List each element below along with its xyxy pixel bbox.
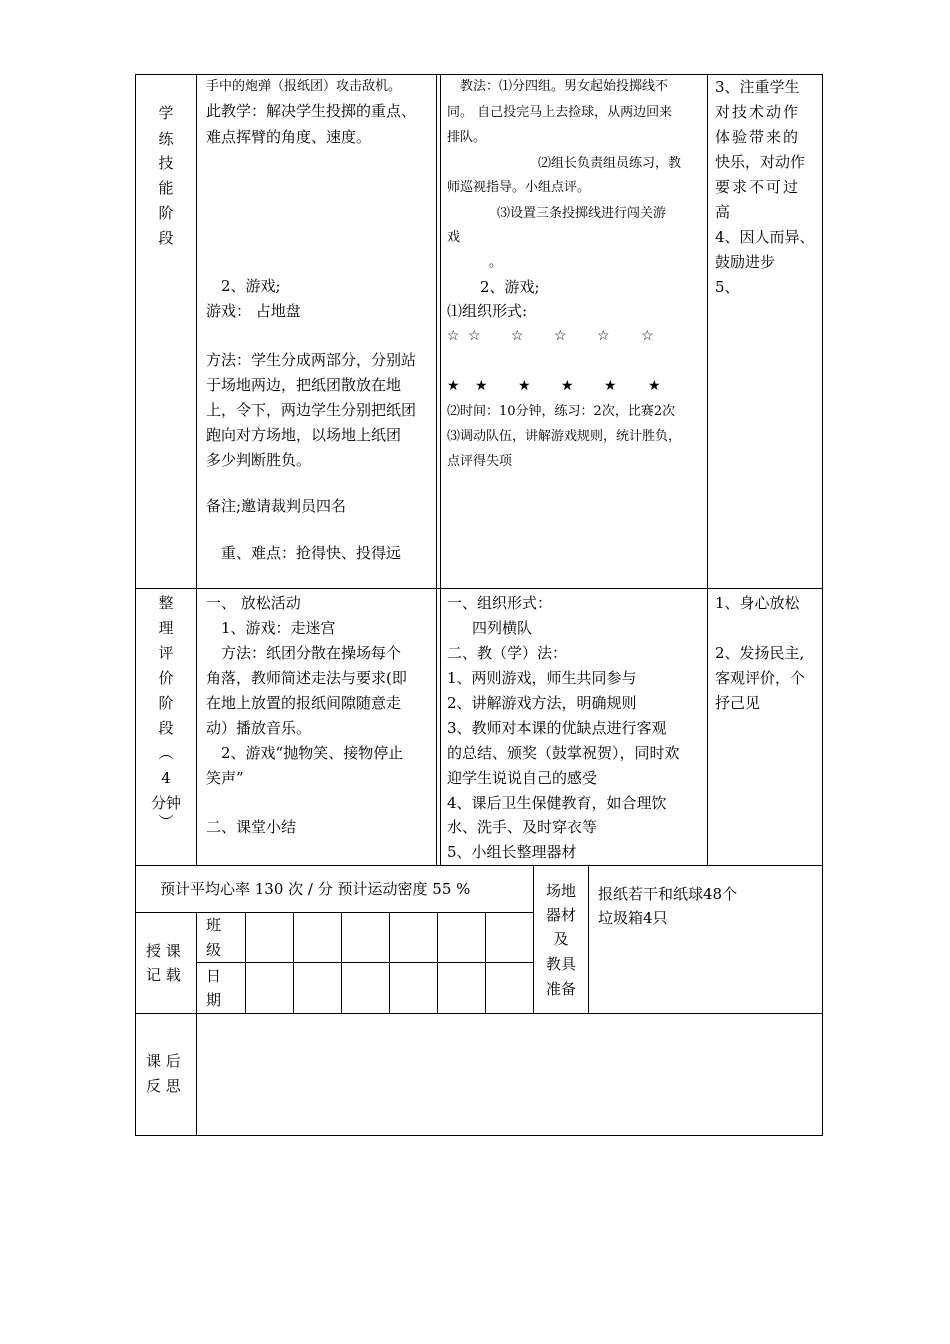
- stage2-char: 价: [158, 669, 174, 687]
- date-label-char: 日: [206, 967, 222, 985]
- method-line: 一、组织形式：: [447, 594, 553, 612]
- requirement-line: 客观评价，个: [715, 669, 806, 687]
- stage2-char: 段: [158, 719, 174, 737]
- method-line: 2、讲解游戏方法，明确规则: [447, 694, 637, 712]
- requirement-line: 2、发扬民主,: [715, 644, 805, 662]
- content-line: 于场地两边，把纸团散放在地: [206, 376, 402, 394]
- method-line: ⑵时间：10分钟，练习：2次，比赛2次: [447, 404, 676, 419]
- equipment-line: 报纸若干和纸球48个: [598, 885, 738, 903]
- content-line: 动）播放音乐。: [206, 719, 312, 737]
- filled-star-icon: ★: [648, 378, 661, 394]
- hollow-star-icon: ☆: [554, 328, 567, 344]
- stage1-char: 段: [158, 229, 174, 247]
- content-line: 在地上放置的报纸间隙随意走: [206, 694, 402, 712]
- method-line: 四列横队: [472, 619, 533, 637]
- record-label-line: 授 课: [146, 942, 181, 960]
- equipment-line: 垃圾箱4只: [598, 909, 668, 927]
- content-line: 2、游戏;: [221, 277, 281, 295]
- hollow-star-icon: ☆: [511, 328, 524, 344]
- stage2-char: 整: [158, 594, 174, 612]
- method-line: 排队。: [447, 130, 487, 145]
- hollow-star-icon: ☆: [597, 328, 610, 344]
- method-line: 师巡视指导。小组点评。: [447, 180, 591, 195]
- venue-label-char: 及: [553, 930, 569, 948]
- content-line: 笑声”: [206, 769, 244, 787]
- content-line: 角落，教师简述走法与要求(即: [206, 669, 407, 687]
- content-line: 上，令下，两边学生分别把纸团: [206, 401, 417, 419]
- method-line: 4、课后卫生保健教育，如合理饮: [447, 794, 667, 812]
- venue-label-char: 场地: [545, 882, 576, 900]
- filled-star-icon: ★: [447, 378, 460, 394]
- method-line: ⑶设置三条投掷线进行闯关游: [497, 206, 667, 221]
- hollow-star-icon: ☆: [641, 328, 654, 344]
- date-label-char: 期: [206, 991, 222, 1009]
- reflection-label-line: 课 后: [146, 1052, 181, 1070]
- method-line: 迎学生说说自己的感受: [447, 769, 598, 787]
- method-line: 点评得失项: [447, 454, 513, 469]
- reflection-content: [197, 1014, 822, 1135]
- requirement-line: 体验带来的: [715, 128, 801, 146]
- requirement-line: 4、因人而异、: [715, 228, 815, 246]
- method-line: 水、洗手、及时穿衣等: [447, 818, 598, 836]
- method-line: 。: [489, 255, 503, 270]
- filled-star-icon: ★: [561, 378, 574, 394]
- content-line: 难点挥臂的角度、速度。: [206, 128, 372, 146]
- class-label-char: 班: [206, 916, 222, 934]
- content-line: 跑向对方场地，以场地上纸团: [206, 426, 402, 444]
- content-line: 方法：学生分成两部分，分别站: [206, 351, 417, 369]
- hollow-star-icon: ☆: [468, 328, 481, 344]
- method-line: 1、两则游戏，师生共同参与: [447, 669, 637, 687]
- content-line: 1、游戏：走迷宫: [221, 619, 336, 637]
- requirement-line: 5、: [715, 278, 740, 296]
- filled-star-icon: ★: [604, 378, 617, 394]
- content-line: 备注;邀请裁判员四名: [206, 497, 347, 515]
- venue-label-char: 器材: [545, 906, 576, 924]
- requirement-line: 1、身心放松: [715, 594, 800, 612]
- content-line: 多少判断胜负。: [206, 451, 312, 469]
- content-line: 方法：纸团分散在操场每个: [221, 644, 402, 662]
- method-line: 二、教（学）法：: [447, 644, 568, 662]
- requirement-line: 对技术动作: [715, 103, 801, 121]
- requirement-line: 快乐，对动作: [715, 153, 806, 171]
- stage1-char: 技: [158, 154, 174, 172]
- stage2-char: ︵: [158, 744, 174, 762]
- venue-label-char: 准备: [545, 980, 576, 998]
- method-line: 戏: [447, 230, 461, 245]
- requirement-line: 抒己见: [715, 694, 761, 712]
- content-line: 一、 放松活动: [206, 594, 301, 612]
- stage2-char: 评: [158, 644, 174, 662]
- stage1-char: 能: [158, 179, 174, 197]
- method-line: ⑴组织形式:: [447, 302, 528, 320]
- stage2-char: 4: [161, 769, 171, 787]
- filled-star-icon: ★: [518, 378, 531, 394]
- stage1-char: 阶: [158, 204, 174, 222]
- stage1-char: 练: [158, 130, 174, 148]
- stage2-char: 阶: [158, 694, 174, 712]
- method-line: ⑵组长负责组员练习，教: [538, 156, 682, 171]
- method-line: ⑶调动队伍，讲解游戏规则，统计胜负，: [447, 429, 682, 444]
- content-line: 此教学：解决学生投掷的重点、: [206, 102, 417, 120]
- hollow-star-icon: ☆: [447, 328, 460, 344]
- requirement-line: 3、注重学生: [715, 78, 800, 96]
- filled-star-icon: ★: [475, 378, 488, 394]
- method-line: 的总结、颁奖（鼓掌祝贺），同时欢: [447, 744, 680, 762]
- requirement-line: 鼓励进步: [715, 253, 776, 271]
- content-line: 二、课堂小结: [206, 818, 297, 836]
- content-line: 手中的炮弹（报纸团）攻击敌机。: [206, 79, 402, 94]
- method-line: 3、教师对本课的优缺点进行客观: [447, 719, 667, 737]
- requirement-line: 高: [715, 203, 731, 221]
- method-line: 5、小组长整理器材: [447, 843, 577, 861]
- class-label-char: 级: [206, 941, 222, 959]
- content-line: 重、难点：抢得快、投得远: [221, 544, 402, 562]
- stage2-char: 理: [158, 619, 174, 637]
- method-line: 2、游戏;: [480, 278, 540, 296]
- heart-rate-density: 预计平均心率 130 次 / 分 预计运动密度 55 %: [160, 880, 471, 898]
- stage2-char: ︶: [158, 813, 174, 831]
- venue-label-char: 教具: [545, 955, 576, 973]
- stage2-char: 分钟: [150, 794, 181, 812]
- method-line: 同。 自己投完马上去捡球，从两边回来: [447, 105, 673, 120]
- reflection-label-line: 反 思: [146, 1077, 181, 1095]
- content-line: 2、游戏“抛物笑、接物停止: [221, 744, 404, 762]
- stage1-char: 学: [158, 104, 174, 122]
- method-line: 教法：⑴分四组。男女起始投掷线不: [460, 79, 669, 94]
- content-line: 游戏： 占地盘: [206, 302, 301, 320]
- requirement-line: 要求不可过: [715, 178, 801, 196]
- record-label-line: 记 载: [146, 966, 181, 984]
